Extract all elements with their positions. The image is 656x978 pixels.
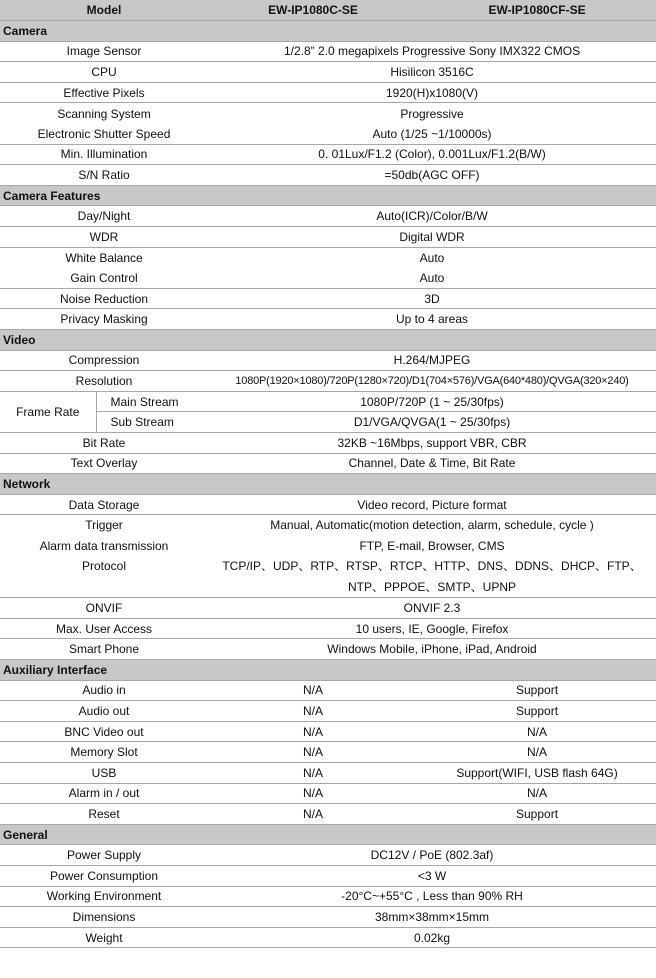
- spec-label: Working Environment: [46, 889, 162, 904]
- spec-label: Smart Phone: [68, 642, 140, 657]
- spec-value-model-2: N/A: [527, 786, 548, 801]
- spec-value: =50db(AGC OFF): [384, 168, 480, 183]
- spec-label: Compression: [68, 353, 140, 368]
- section-title: General: [0, 824, 656, 845]
- spec-value-model-1: N/A: [303, 765, 324, 780]
- table-row: [0, 165, 656, 186]
- spec-label: White Balance: [65, 250, 143, 265]
- spec-label: Trigger: [85, 518, 123, 533]
- spec-value: Manual, Automatic(motion detection, alarm, schedule, cycle ): [270, 518, 594, 533]
- spec-value: Channel, Date & Time, Bit Rate: [348, 456, 516, 471]
- spec-value: ONVIF 2.3: [403, 601, 461, 616]
- spec-value: Progressive: [400, 106, 464, 121]
- spec-label: Alarm data transmission: [39, 538, 169, 553]
- section-general: [0, 824, 656, 845]
- spec-label: Scanning System: [57, 106, 151, 121]
- section-video: [0, 330, 656, 351]
- section-title: Video: [0, 330, 656, 351]
- table-row: [0, 783, 656, 804]
- table-row: [0, 432, 656, 453]
- spec-value-model-2: N/A: [527, 745, 548, 760]
- spec-value: 0.02kg: [414, 930, 451, 945]
- table-row: [0, 865, 656, 886]
- spec-value: Auto(ICR)/Color/B/W: [376, 209, 488, 224]
- spec-value-model-1: N/A: [303, 724, 324, 739]
- table-row: [0, 453, 656, 474]
- spec-value-model-2: Support: [516, 806, 559, 821]
- table-row: [0, 639, 656, 660]
- table-row: [0, 535, 656, 556]
- spec-label: Weight: [85, 930, 123, 945]
- spec-label: Data Storage: [68, 497, 140, 512]
- table-row: [0, 556, 656, 598]
- table-row: [0, 680, 656, 701]
- spec-value: Auto: [419, 270, 445, 285]
- spec-value: 0. 01Lux/F1.2 (Color), 0.001Lux/F1.2(B/W): [318, 147, 546, 162]
- spec-label: Dimensions: [72, 909, 136, 924]
- spec-value: TCP/IP、UDP、RTP、RTSP、RTCP、HTTP、DNS、DDNS、DHCP、FTP、NTP、PPPOE、SMTP、UPNP: [222, 559, 642, 594]
- spec-label: USB: [91, 765, 117, 780]
- spec-value-model-2: Support: [516, 683, 559, 698]
- table-row: [0, 412, 656, 433]
- spec-label: Power Supply: [66, 848, 142, 863]
- spec-label: Power Consumption: [49, 868, 159, 883]
- spec-value-model-2: Support(WIFI, USB flash 64G): [456, 765, 618, 780]
- spec-value: 38mm×38mm×15mm: [374, 909, 490, 924]
- spec-value: 1920(H)x1080(V): [385, 85, 479, 100]
- spec-value-model-2: N/A: [527, 724, 548, 739]
- spec-value: 1/2.8” 2.0 megapixels Progressive Sony IMX322 CMOS: [283, 44, 581, 59]
- table-row: [0, 41, 656, 62]
- section-network: [0, 474, 656, 495]
- section-camera: [0, 21, 656, 42]
- header-model-2: EW-IP1080CF-SE: [418, 0, 656, 21]
- spec-value: H.264/MJPEG: [393, 353, 471, 368]
- table-row: [0, 742, 656, 763]
- spec-sublabel: Sub Stream: [110, 415, 174, 430]
- spec-label: Noise Reduction: [59, 291, 149, 306]
- table-row: [0, 515, 656, 536]
- spec-value-model-1: N/A: [303, 745, 324, 760]
- spec-label: Memory Slot: [70, 745, 138, 760]
- table-row: [0, 618, 656, 639]
- spec-label: Max. User Access: [55, 621, 153, 636]
- spec-value-model-2: Support: [516, 703, 559, 718]
- spec-value: Up to 4 areas: [395, 312, 469, 327]
- spec-value: 3D: [424, 291, 440, 306]
- spec-label: Alarm in / out: [68, 786, 140, 801]
- spec-value: Video record, Picture format: [357, 497, 507, 512]
- section-title: Network: [0, 474, 656, 495]
- table-row: [0, 701, 656, 722]
- spec-label: S/N Ratio: [78, 168, 130, 183]
- table-row: [0, 124, 656, 145]
- section-title: Camera Features: [0, 185, 656, 206]
- spec-value-model-1: N/A: [303, 703, 324, 718]
- spec-label: BNC Video out: [64, 724, 144, 739]
- spec-value: 1080P(1920×1080)/720P(1280×720)/D1(704×576)/VGA(640*480)/QVGA(320×240): [235, 374, 629, 387]
- spec-value: Digital WDR: [399, 229, 465, 244]
- spec-value: 1080P/720P (1 ~ 25/30fps): [360, 394, 504, 409]
- spec-label: ONVIF: [85, 601, 123, 616]
- spec-label: Protocol: [81, 559, 127, 574]
- spec-label: Min. Illumination: [60, 147, 148, 162]
- table-row: [0, 845, 656, 866]
- table-row: [0, 391, 656, 412]
- spec-value: Auto: [419, 250, 445, 265]
- table-row: [0, 907, 656, 928]
- table-row: [0, 927, 656, 948]
- spec-label: Text Overlay: [70, 456, 138, 471]
- table-row: [0, 268, 656, 289]
- spec-label: Day/Night: [77, 209, 131, 224]
- table-row: [0, 886, 656, 907]
- table-row: [0, 371, 656, 392]
- spec-label: CPU: [91, 65, 117, 80]
- table-row: [0, 247, 656, 268]
- spec-label: Audio out: [78, 703, 130, 718]
- spec-label: Electronic Shutter Speed: [37, 126, 171, 141]
- spec-label: Image Sensor: [66, 44, 142, 59]
- header-row: [0, 0, 656, 21]
- spec-value: -20°C~+55°C , Less than 90% RH: [341, 889, 523, 904]
- spec-label: Resolution: [75, 373, 133, 388]
- table-row: [0, 288, 656, 309]
- header-model: Model: [0, 0, 208, 21]
- spec-label: Reset: [88, 806, 120, 821]
- table-row: [0, 350, 656, 371]
- header-model-1: EW-IP1080C-SE: [208, 0, 418, 21]
- table-row: [0, 206, 656, 227]
- spec-value: D1/VGA/QVGA(1 ~ 25/30fps): [353, 415, 511, 430]
- spec-value: FTP, E-mail, Browser, CMS: [359, 538, 505, 553]
- section-auxiliary-interface: [0, 660, 656, 681]
- spec-value-model-1: N/A: [303, 806, 324, 821]
- spec-value: <3 W: [417, 868, 447, 883]
- spec-value-model-1: N/A: [303, 786, 324, 801]
- table-row: [0, 82, 656, 103]
- table-row: [0, 227, 656, 248]
- section-camera-features: [0, 185, 656, 206]
- table-row: [0, 62, 656, 83]
- table-row: [0, 721, 656, 742]
- table-row: [0, 144, 656, 165]
- table-row: [0, 598, 656, 619]
- spec-sublabel: Main Stream: [110, 394, 179, 409]
- spec-label: Gain Control: [70, 270, 138, 285]
- section-title: Auxiliary Interface: [0, 660, 656, 681]
- table-row: [0, 804, 656, 825]
- section-title: Camera: [0, 21, 656, 42]
- table-row: [0, 103, 656, 124]
- spec-label: Bit Rate: [82, 435, 126, 450]
- spec-value: Windows Mobile, iPhone, iPad, Android: [327, 642, 537, 657]
- spec-label: Effective Pixels: [63, 85, 145, 100]
- spec-value: Auto (1/25 ~1/10000s): [372, 126, 492, 141]
- table-row: [0, 309, 656, 330]
- spec-label: WDR: [89, 229, 119, 244]
- spec-label: Frame Rate: [0, 391, 96, 432]
- spec-label: Privacy Masking: [60, 312, 148, 327]
- spec-value: DC12V / PoE (802.3af): [370, 848, 494, 863]
- spec-value: 32KB ~16Mbps, support VBR, CBR: [337, 435, 527, 450]
- spec-value-model-1: N/A: [303, 683, 324, 698]
- table-row: [0, 494, 656, 515]
- spec-label: Audio in: [82, 683, 126, 698]
- table-row: [0, 762, 656, 783]
- spec-value: 10 users, IE, Google, Firefox: [355, 621, 509, 636]
- spec-value: Hisilicon 3516C: [390, 65, 474, 80]
